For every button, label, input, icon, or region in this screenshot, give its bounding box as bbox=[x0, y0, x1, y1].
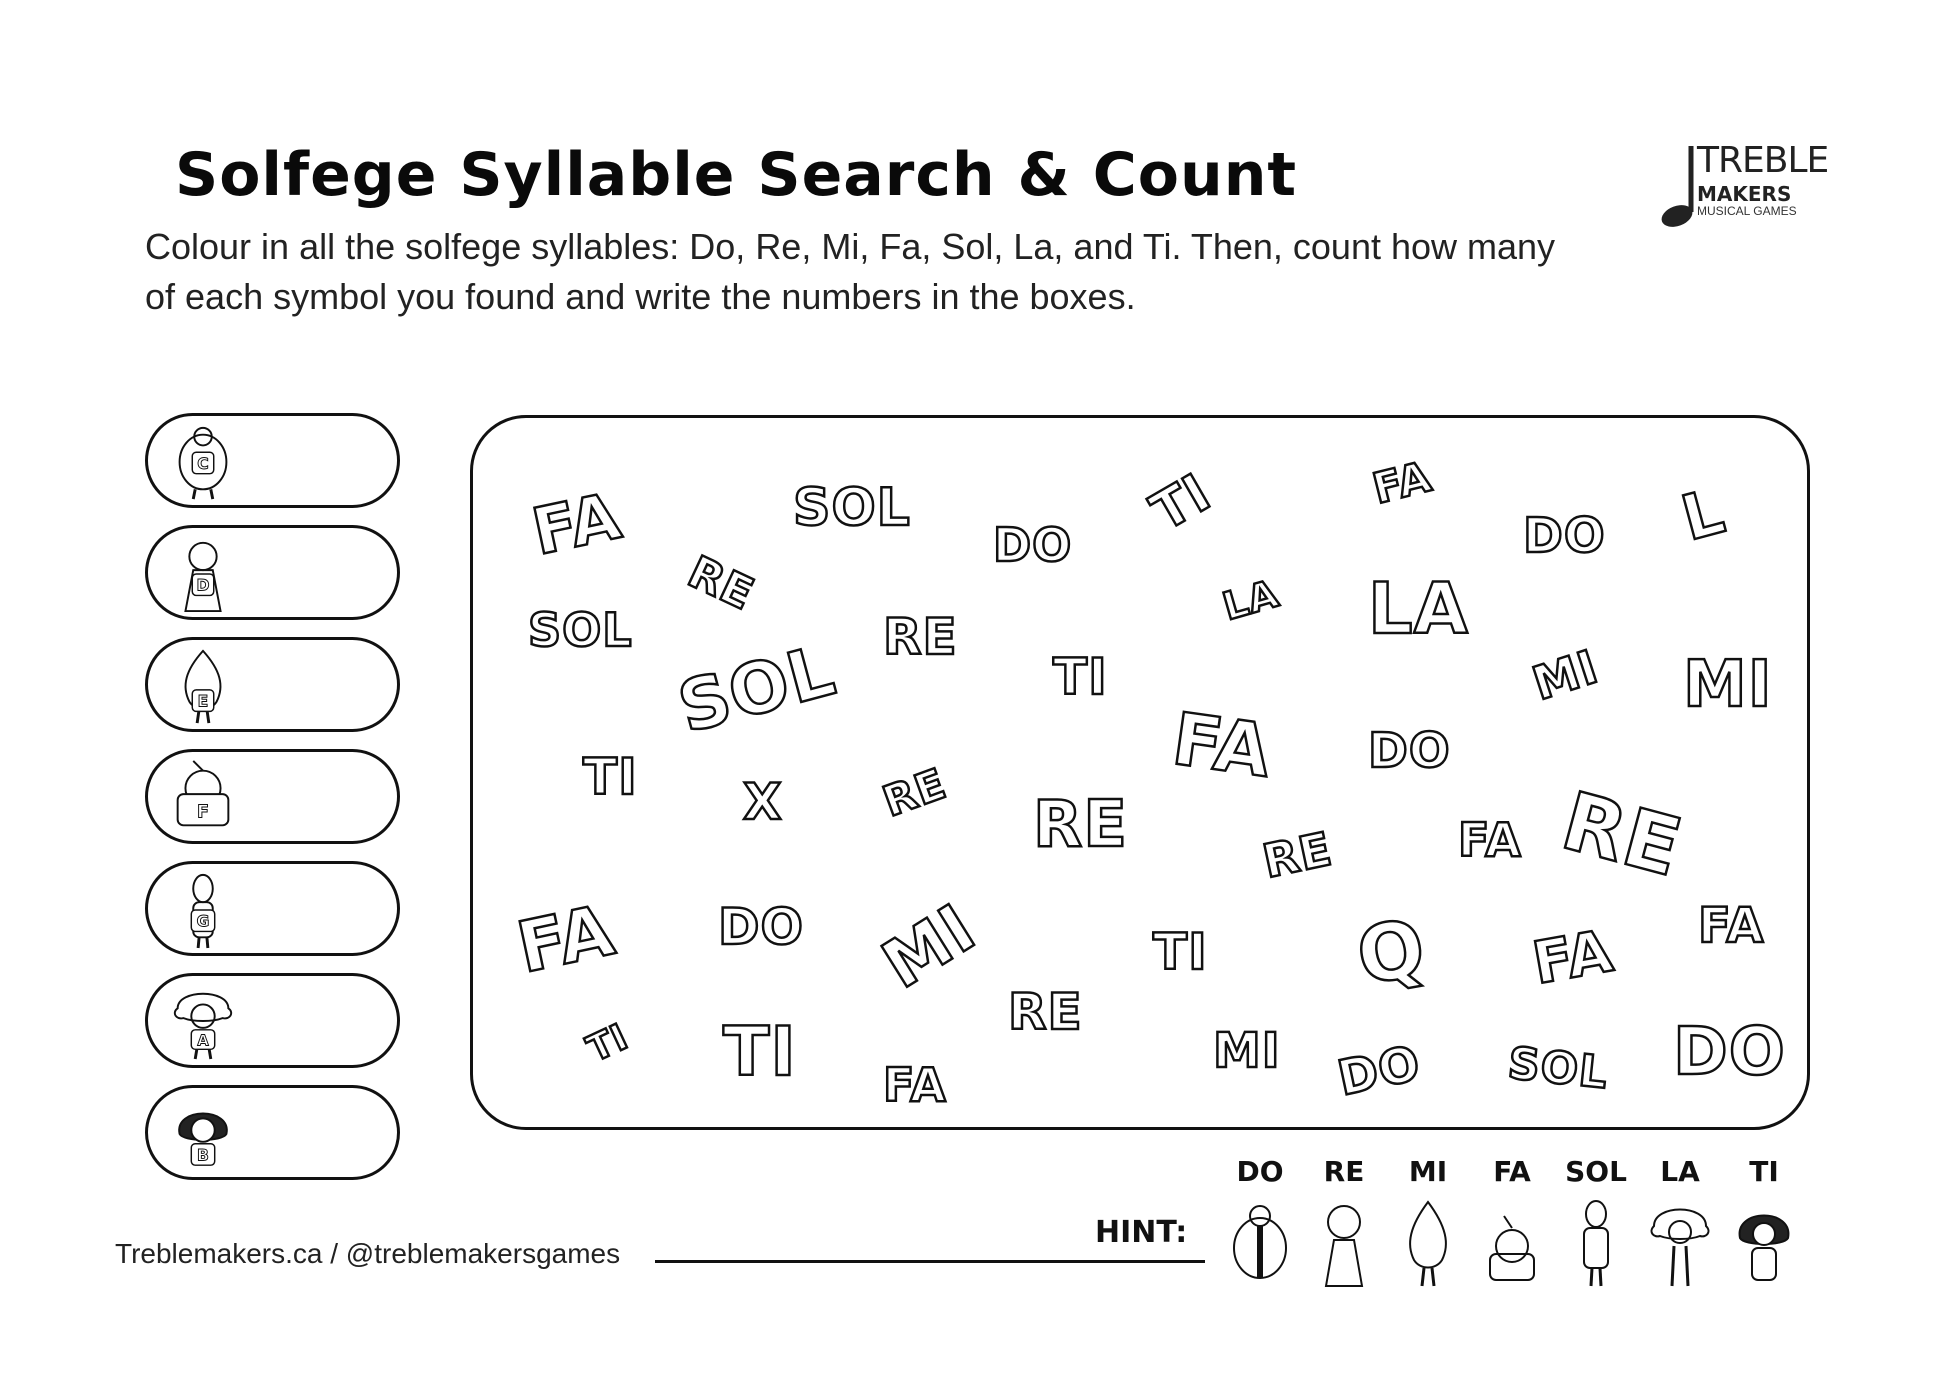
answer-box-c[interactable] bbox=[145, 413, 400, 508]
character-a-icon bbox=[164, 983, 242, 1061]
hint-re bbox=[1302, 1155, 1386, 1288]
answer-box-f[interactable] bbox=[145, 749, 400, 844]
instructions: Colour in all the solfege syllables: Do, Re, Mi, Fa, Sol, La, and Ti. Then, count how many of each symbol you found and write the numbers in the boxes. bbox=[145, 226, 1556, 317]
answer-box-g[interactable] bbox=[145, 861, 400, 956]
hint-syllable: DO bbox=[1236, 1155, 1284, 1188]
search-word[interactable]: FA bbox=[883, 1058, 947, 1112]
count-write-area[interactable] bbox=[258, 874, 379, 943]
count-write-area[interactable] bbox=[258, 986, 379, 1055]
search-word[interactable]: FA bbox=[1367, 451, 1437, 514]
search-word[interactable]: DO bbox=[1368, 723, 1451, 779]
search-word[interactable]: DO bbox=[1523, 508, 1606, 564]
answer-box-d[interactable] bbox=[145, 525, 400, 620]
do-character-icon bbox=[1230, 1198, 1290, 1288]
hint-do bbox=[1218, 1155, 1302, 1288]
answer-box-b[interactable] bbox=[145, 1085, 400, 1180]
character-g-icon bbox=[164, 871, 242, 949]
ti-character-icon bbox=[1734, 1198, 1794, 1288]
count-write-area[interactable] bbox=[258, 538, 379, 607]
music-note-icon bbox=[1655, 140, 1697, 235]
search-word[interactable]: RE bbox=[1008, 983, 1083, 1041]
footer-divider bbox=[655, 1260, 1205, 1263]
re-character-icon bbox=[1314, 1198, 1374, 1288]
search-word[interactable]: TI bbox=[723, 1013, 797, 1092]
search-word[interactable]: RE bbox=[680, 546, 762, 621]
search-word[interactable]: TI bbox=[1153, 923, 1208, 981]
search-word[interactable]: FA bbox=[1527, 916, 1619, 998]
logo-text-makers: MAKERS bbox=[1697, 182, 1792, 206]
search-word[interactable]: SOL bbox=[793, 478, 911, 538]
character-letter: F bbox=[197, 802, 209, 823]
count-write-area[interactable] bbox=[258, 1098, 379, 1167]
hint-syllable: FA bbox=[1493, 1155, 1531, 1188]
search-word[interactable]: FA bbox=[1458, 813, 1522, 867]
search-word[interactable]: FA bbox=[1167, 696, 1278, 794]
character-letter: C bbox=[197, 454, 209, 473]
search-word[interactable]: X bbox=[743, 773, 783, 831]
search-word[interactable]: RE bbox=[1033, 788, 1128, 862]
search-word[interactable]: RE bbox=[883, 608, 958, 666]
search-word[interactable]: SOL bbox=[1505, 1037, 1611, 1100]
character-letter: D bbox=[196, 576, 210, 595]
page-title: Solfege Syllable Search & Count bbox=[175, 140, 1298, 210]
sol-character-icon bbox=[1566, 1198, 1626, 1288]
search-word[interactable]: FA bbox=[1698, 898, 1765, 954]
count-write-area[interactable] bbox=[258, 762, 379, 831]
search-word[interactable]: SOL bbox=[528, 603, 633, 657]
character-letter: G bbox=[196, 912, 210, 931]
search-word[interactable]: TI bbox=[583, 748, 638, 806]
logo-text-treble: TREBLE bbox=[1697, 140, 1829, 181]
answer-box-e[interactable] bbox=[145, 637, 400, 732]
search-word[interactable]: MI bbox=[1526, 639, 1605, 711]
character-letter: E bbox=[197, 692, 209, 711]
character-f-icon bbox=[164, 759, 242, 837]
search-word[interactable]: L bbox=[1674, 474, 1733, 555]
count-write-area[interactable] bbox=[258, 426, 379, 495]
search-word[interactable]: RE bbox=[1552, 774, 1692, 895]
character-c-icon bbox=[164, 423, 242, 501]
hint-syllable: RE bbox=[1323, 1155, 1365, 1188]
hint-ti bbox=[1722, 1155, 1806, 1288]
character-b-icon bbox=[164, 1095, 242, 1173]
search-word[interactable]: Q bbox=[1350, 902, 1433, 1004]
hint-syllable: LA bbox=[1660, 1155, 1700, 1188]
search-word[interactable]: LA bbox=[1218, 571, 1284, 629]
search-word[interactable]: LA bbox=[1368, 568, 1469, 650]
search-word[interactable]: TI bbox=[581, 1016, 635, 1071]
character-letter: B bbox=[197, 1146, 209, 1165]
search-word[interactable]: FA bbox=[526, 479, 628, 571]
search-word[interactable]: TI bbox=[1053, 648, 1108, 706]
fa-character-icon bbox=[1482, 1198, 1542, 1288]
hint-syllable: SOL bbox=[1565, 1155, 1627, 1188]
search-word[interactable]: DO bbox=[718, 898, 805, 956]
logo-text-musical-games: MUSICAL GAMES bbox=[1697, 204, 1797, 218]
character-e-icon bbox=[164, 647, 242, 725]
hint-syllable: TI bbox=[1749, 1155, 1779, 1188]
hint-label: HINT: bbox=[1095, 1215, 1188, 1250]
count-write-area[interactable] bbox=[258, 650, 379, 719]
search-word[interactable]: RE bbox=[1258, 821, 1337, 889]
answer-box-a[interactable] bbox=[145, 973, 400, 1068]
search-word[interactable]: MI bbox=[1683, 648, 1773, 722]
search-word[interactable]: DO bbox=[1333, 1035, 1426, 1107]
search-word[interactable]: SOL bbox=[670, 629, 844, 749]
search-word[interactable]: MI bbox=[869, 889, 989, 1004]
search-word[interactable]: RE bbox=[876, 758, 953, 827]
hint-syllable: MI bbox=[1408, 1155, 1448, 1188]
search-word[interactable]: MI bbox=[1213, 1023, 1281, 1079]
hint-fa bbox=[1470, 1155, 1554, 1288]
mi-character-icon bbox=[1398, 1198, 1458, 1288]
word-search-board bbox=[470, 415, 1810, 1130]
character-letter: A bbox=[197, 1032, 209, 1050]
search-word[interactable]: DO bbox=[1673, 1013, 1786, 1090]
footer-website: Treblemakers.ca / @treblemakersgames bbox=[115, 1238, 621, 1269]
hint-la bbox=[1638, 1155, 1722, 1288]
hint-sol bbox=[1554, 1155, 1638, 1288]
search-word[interactable]: FA bbox=[510, 888, 622, 990]
search-word[interactable]: TI bbox=[1141, 462, 1222, 544]
hint-mi bbox=[1386, 1155, 1470, 1288]
character-d-icon bbox=[164, 535, 242, 613]
search-word[interactable]: DO bbox=[993, 518, 1073, 572]
treblemakers-logo bbox=[1655, 140, 1829, 235]
la-character-icon bbox=[1650, 1198, 1710, 1288]
